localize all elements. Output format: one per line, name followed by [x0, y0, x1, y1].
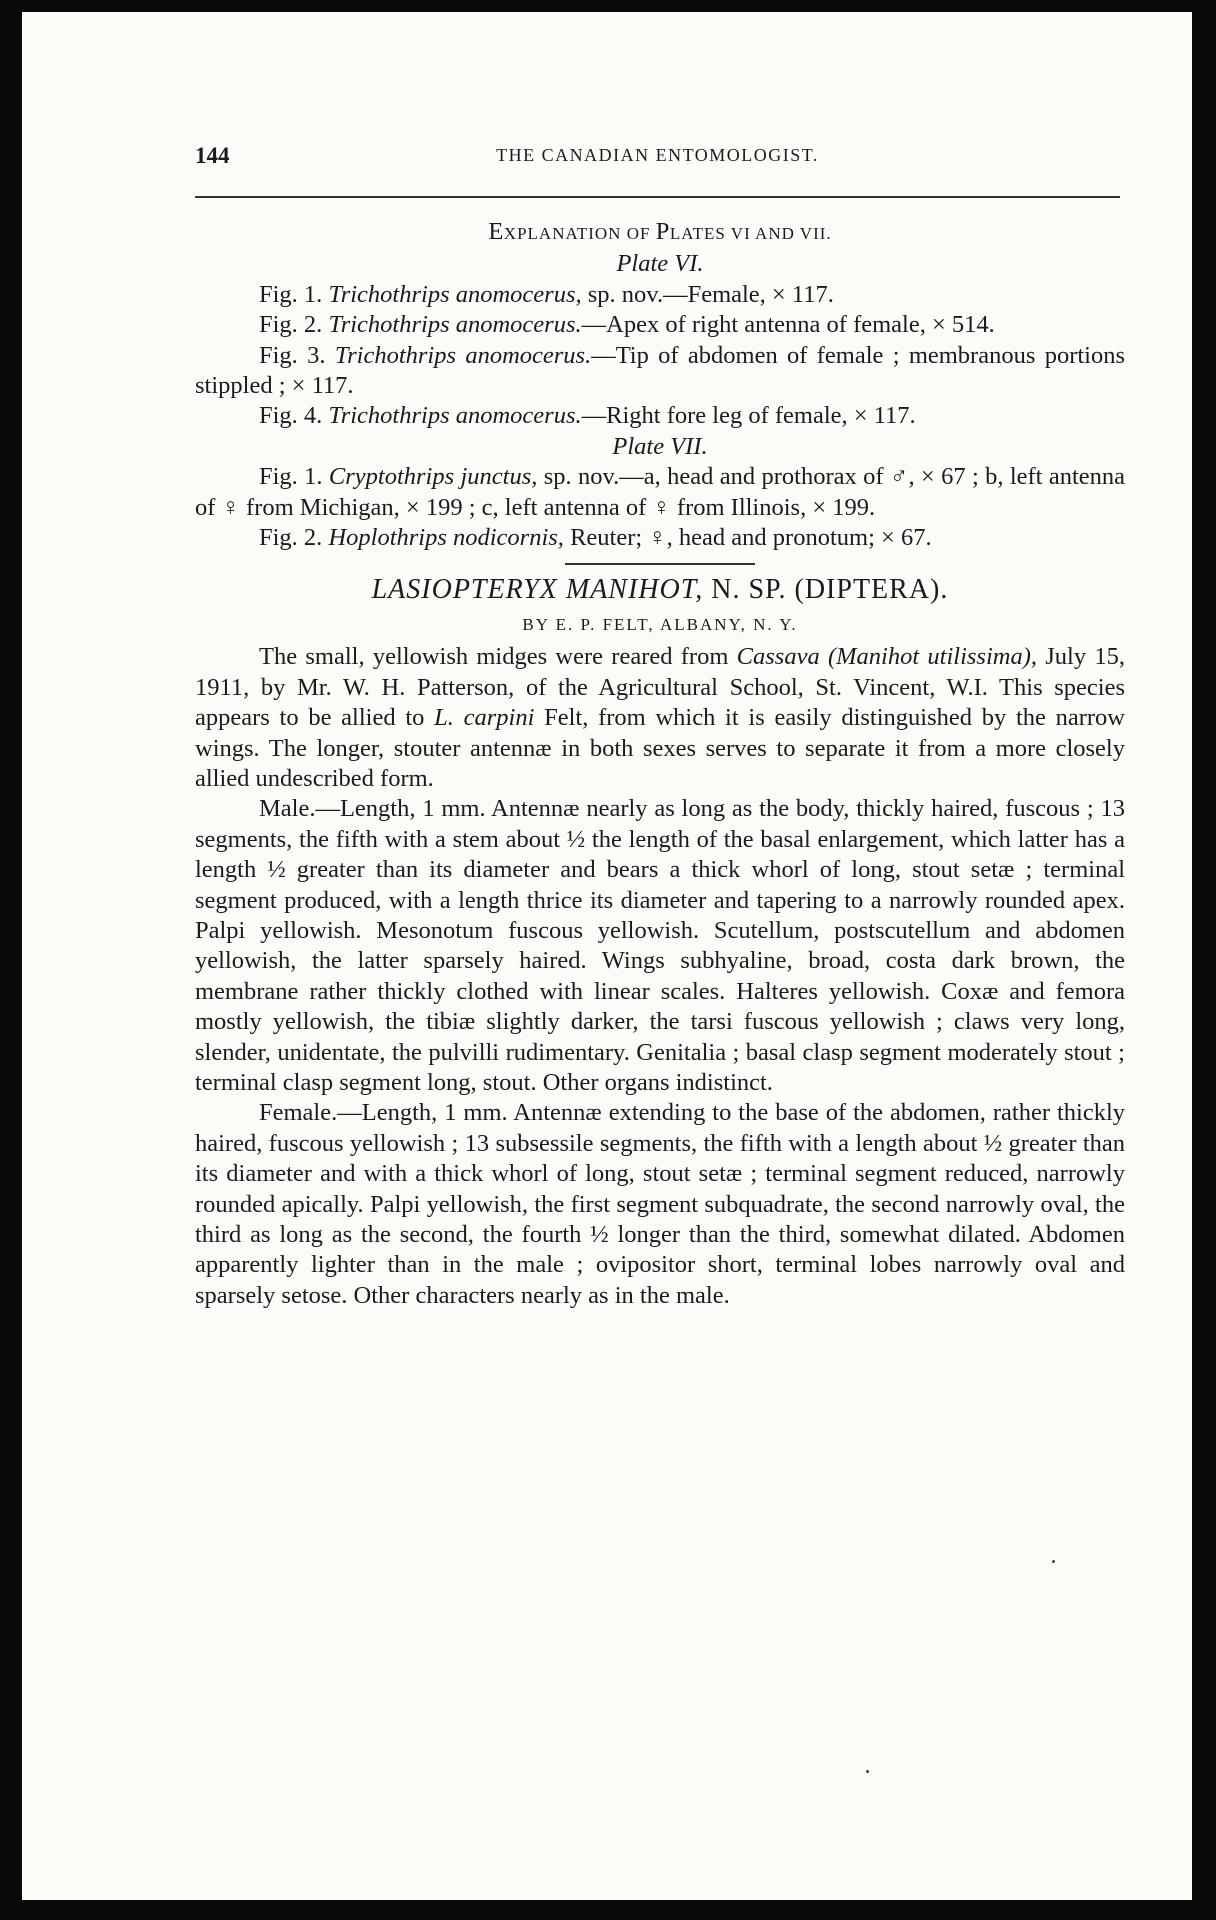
explanation-heading: EXPLANATION OF PLATES VI AND VII.: [488, 218, 832, 245]
article-byline: BY E. P. FELT, ALBANY, N. Y.: [522, 614, 798, 634]
male-description: Male.—Length, 1 mm. Antennæ nearly as long as the body, thickly haired, fuscous ; 13 segments, the fifth with a stem about ½ the length of the basal enlargement, which latter has a length ½ greater than its diameter and bears a thick whorl of long, stout setæ ; terminal segment produced, with a length thrice its diameter and tapering to a narrowly rounded apex. Palpi yellowish. Mesonotum fuscous yellowish. Scutellum, postscutellum and abdomen yellowish, the latter sparsely haired. Wings subhyaline, broad, costa dark brown, the membrane rather thickly clothed with linear scales. Halteres yellowish. Coxæ and femora mostly yellowish, the tibiæ slightly darker, the tarsi fuscous yellowish ; claws very long, slender, unidentate, the pulvilli rudimentary. Genitalia ; basal clasp segment moderately stout ; terminal clasp segment long, stout. Other organs indistinct.: [195, 795, 1125, 1096]
plate-vi-fig-3: Fig. 3. Trichothrips anomocerus.—Tip of abdomen of female ; membranous portions stippled ; × 117.: [195, 341, 1125, 400]
intro-paragraph: The small, yellowish midges were reared from Cassava (Manihot utilissima), July 15, 1911, by Mr. W. H. Patterson, of the Agricultural School, St. Vincent, W.I. This species appears to be allied to L. carpini Felt, from which it is easily distinguished by the narrow wings. The longer, stouter antennæ in both sexes serves to separate it from a more closely allied undescribed form.: [195, 643, 1126, 792]
scan-speck: [1052, 1560, 1055, 1563]
article-title: LASIOPTERYX MANIHOT, N. SP. (DIPTERA).: [371, 574, 949, 606]
plate-vi-fig-4: Fig. 4. Trichothrips anomocerus.—Right fore leg of female, × 117.: [259, 402, 916, 430]
header-rule: [195, 196, 1120, 198]
plate-vi-fig-2: Fig. 2. Trichothrips anomocerus.—Apex of right antenna of female, × 514.: [259, 311, 995, 339]
scan-speck: [866, 1770, 869, 1773]
plate-vi-fig-1: Fig. 1. Trichothrips anomocerus, sp. nov.—Female, × 117.: [259, 280, 834, 308]
text-column: [195, 207, 1125, 1311]
page-header: [195, 143, 1120, 173]
running-title: THE CANADIAN ENTOMOLOGIST.: [496, 145, 819, 165]
plate-vii-title: Plate VII.: [612, 432, 708, 460]
female-description: Female.—Length, 1 mm. Antennæ extending to the base of the abdomen, rather thickly haired, fuscous yellowish ; 13 subsessile segments, the fifth with a length about ½ greater than its diameter and with a thick whorl of long, stout setæ ; terminal segment reduced, narrowly rounded apically. Palpi yellowish, the first segment subquadrate, the second narrowly oval, the third as long as the second, the fourth ½ longer than the third, somewhat dilated. Abdomen apparently lighter than in the male ; ovipositor short, terminal lobes narrowly oval and sparsely setose. Other characters nearly as in the male.: [195, 1099, 1125, 1309]
page-number: 144: [195, 143, 230, 168]
plate-vii-fig-2: Fig. 2. Hoplothrips nodicornis, Reuter; ♀, head and pronotum; × 67.: [259, 524, 932, 552]
plate-vi-title: Plate VI.: [616, 250, 704, 278]
plate-vii-fig-1: Fig. 1. Cryptothrips junctus, sp. nov.—a, head and prothorax of ♂, × 67 ; b, left antenna of ♀ from Michigan, × 199 ; c, left antenna of ♀ from Illinois, × 199.: [195, 463, 1126, 521]
section-divider: [565, 563, 755, 565]
